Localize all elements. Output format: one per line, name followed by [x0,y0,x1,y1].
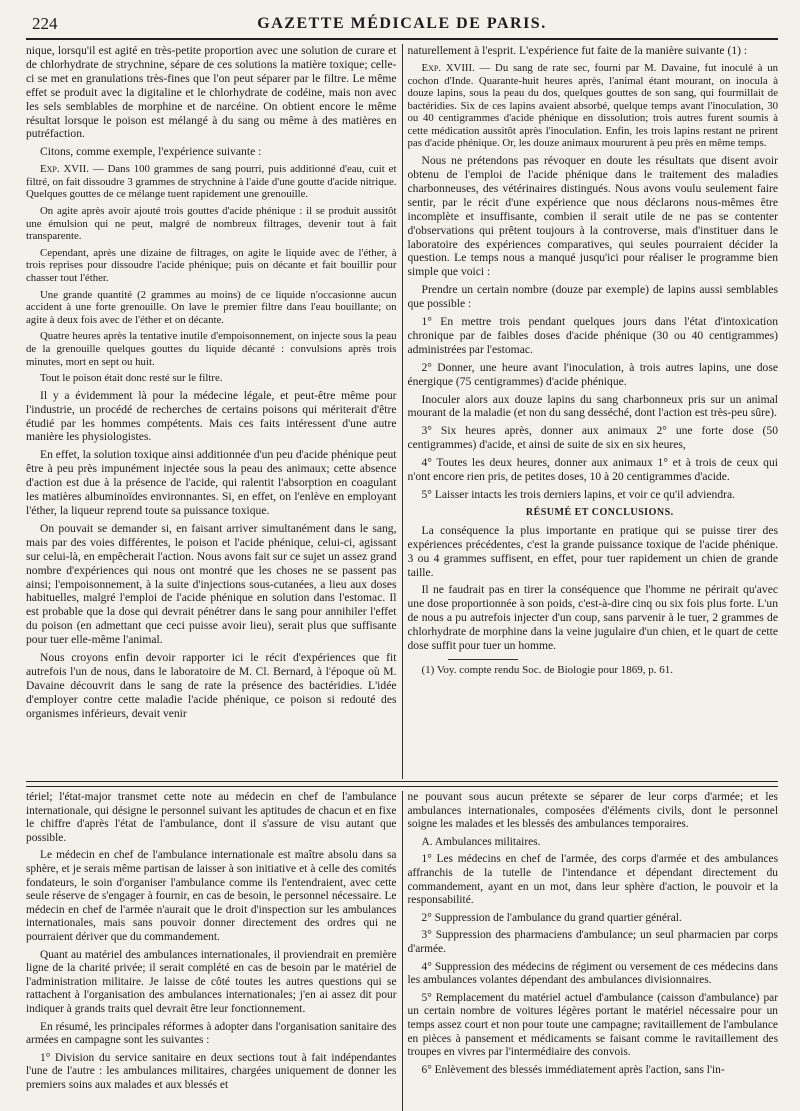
paragraph: 5° Remplacement du matériel actuel d'ambulance (caisson d'ambulance) par un certain nombre de voitures légères portant le matériel nécessaire pour un temps assez court et non pour toute une campagne; ravitaillement de l'ambulance en pièces à pansement et médicaments se faisant comme le ravitaillement des troupes en vivres par l'intermédiaire des convois. [407,991,778,1059]
paragraph: 4° Suppression des médecins de régiment ou versement de ces médecins dans les ambulances volantes dépendant des ambulances divisionnaires. [407,960,778,987]
experiment-text: — Du sang de rate sec, fourni par M. Davaine, fut inoculé à un cochon d'Inde. Quarante-huit heures après, l'animal étant mourant, on inocula à douze lapins, sous la peau du dos, quelques gouttes de son sang, qui fourmillait de bactéridies. Six de ces lapins avaient absorbé, quelque temps avant l'inoculation, 30 ou 40 centigrammes d'acide phénique en dissolution; trois autres furent soumis à cette médication aussitôt après l'inoculation. Enfin, les trois lapins restant ne prirent pas d'acide phénique. Or, les douze animaux moururent à peu près en même temps. [407,61,778,150]
upper-left-column [26,44,402,779]
newspaper-page [26,10,778,1111]
upper-article [26,44,778,779]
paragraph: nique, lorsqu'il est agité en très-petite proportion avec une solution de curare et de chlorhydrate de strychnine, sépare de ces solutions la matière toxique; celle-ci se met en granulations très-fines que l'on peut séparer par le filtre. Le même effet se produit avec la digitaline et le chlorhydrate de codéine, mais non avec les sels semblables de morphine et de narcéine. On obtient encore le même résultat lorsque le poison est mélangé à du sang ou même à des matières en putréfaction. [26,44,397,141]
paragraph: Citons, comme exemple, l'expérience suivante : [40,145,262,159]
paragraph: 2° Donner, une heure avant l'inoculation, à trois autres lapins, une dose énergique (75 centigrammes) d'acide phénique. [407,360,778,388]
paragraph: Quant au matériel des ambulances internationales, il proviendrait en première ligne de la charité privée; il serait complété en cas de besoin par le matériel de l'administration militaire. Je laisse de côté toutes les autres questions qui se rattachent à l'organisation des ambulances internationales; j'en ai assez dit pour indiquer à grands traits quel devrait être leur fonctionnement. [26,948,397,1015]
paragraph: En résumé, les principales réformes à adopter dans l'organisation sanitaire des armées en campagne sont les suivantes : [26,1020,397,1047]
paragraph: On agite après avoir ajouté trois gouttes d'acide phénique : il se produit aussitôt une émulsion qui ne peut, malgré de nombreux filtrages, devenir tout à fait transparente. [26,205,397,243]
journal-title: GAZETTE MÉDICALE DE PARIS. [257,15,547,32]
paragraph: A. Ambulances militaires. [421,835,541,848]
paragraph: 1° Division du service sanitaire en deux sections tout à fait indépendantes l'une de l'autre : les ambulances militaires, chargées uniquement de donner les premiers soins aux malades et aux blessés et [26,1051,397,1091]
paragraph: Prendre un certain nombre (douze par exemple) de lapins aussi semblables que possible : [407,283,778,311]
paragraph: Une grande quantité (2 grammes au moins) de ce liquide n'occasionne aucun accident à une forte grenouille. On lave le premier filtre dans l'eau bouillante; on agite à deux fois avec de l'éther et on décante. [26,288,397,326]
paragraph: La conséquence la plus importante en pratique qui se puisse tirer des expériences précédentes, c'est la grande puissance toxique de l'acide phénique. 3 ou 4 grammes suffisent, en effet, pour tuer rapidement un chien de grande taille. [407,523,778,579]
paragraph: 6° Enlèvement des blessés immédiatement après l'action, sans l'in- [421,1063,725,1076]
experiment-paragraph [408,62,779,150]
lower-article [26,791,778,1111]
paragraph: Le médecin en chef de l'ambulance internationale est maître absolu dans sa sphère, et je serais même partisan de laisser à son initiative et à celle des comités fondateurs, le soin d'organiser l'ambulance comme ils l'entendraient, avec cette seule réserve de s'engager à fournir, en cas de besoin, le personnel nécessaire. Le médecin en chef de l'armée n'aurait que le droit d'inspection sur les ambulances internationales, mais sans pouvoir donner directement des ordres qui ne pourraient dériver que du commandement. [26,849,397,943]
paragraph: Quatre heures après la tentative inutile d'empoisonnement, on injecte sous la peau de la grenouille quelques gouttes du liquide décanté : convulsions après trois minutes, mort en sept ou huit. [26,330,397,368]
lower-right-column [403,791,779,1111]
paragraph: Il ne faudrait pas en tirer la conséquence que l'homme ne périrait qu'avec une dose proportionnée à son poids, c'est-à-dire cinq ou six fois plus forte. L'un de nous a pu autrefois injecter d'un coup, sans parvenir à le tuer, 2 grammes de chlorhydrate de morphine dans la veine jugulaire d'un chien, et le quart de cette dose suffit pour tuer un homme. [407,583,778,653]
paragraph: Il y a évidemment là pour la médecine légale, et peut-être même pour l'industrie, un procédé de recherches de certains poisons qui mériterait d'être étudié par les hommes compétents. Mais ces faits intéressent d'une autre manière les physiologistes. [26,388,397,444]
paragraph: 3° Suppression des pharmaciens d'ambulance; un seul pharmacien par corps d'armée. [407,929,778,955]
paragraph: Inoculer alors aux douze lapins du sang charbonneux pris sur un animal mourant de la maladie (et non du sang desséché, dont l'action est très-peu sûre). [407,392,778,420]
section-heading: RÉSUMÉ ET CONCLUSIONS. [525,506,674,518]
page-number: 224 [32,14,58,33]
paragraph: Tout le poison était donc resté sur le filtre. [40,372,223,385]
paragraph: ne pouvant sous aucun prétexte se séparer de leur corps d'armée; et les ambulances internationales, composées d'éléments civils, dont le personnel soigne les malades et les blessés des ambulances temporaires. [407,791,778,831]
footnote: (1) Voy. compte rendu Soc. de Biologie pour 1869, p. 61. [421,663,674,676]
lower-left-column [26,791,402,1111]
experiment-label: Exp. XVII. [40,163,89,176]
paragraph: En effet, la solution toxique ainsi additionnée d'un peu d'acide phénique peut être à peu près impunément injectée sous la peau des animaux; cette absence d'action est due à la présence de l'acide, qui ralentit l'absorption en coagulant les matières albuminoïdes environnantes. Si, en effet, on l'enlève en employant l'éther, la liqueur reprend toute sa puissance toxique. [26,448,397,517]
paragraph: 3° Six heures après, donner aux animaux 2° une forte dose (50 centigrammes) d'acide, et ainsi de suite de six en six heures, [407,424,778,452]
paragraph: 1° Les médecins en chef de l'armée, des corps d'armée et des ambulances affranchis de la tutelle de l'intendance et dépendant directement du commandement, ayant en un mot, dans leur sphère d'action, le pouvoir et la responsabilité. [407,853,778,907]
experiment-label: Exp. XVIII. [421,61,475,74]
paragraph: Nous croyons enfin devoir rapporter ici le récit d'expériences que fit autrefois l'un de nous, dans le laboratoire de M. Cl. Bernard, à l'époque où M. Davaine découvrit dans le sang de rate la présence des bactéridies. L'idée d'employer contre cette maladie l'acide phénique, ce poison si redouté des organismes inférieurs, devait venir [26,651,397,720]
paragraph: 5° Laisser intacts les trois derniers lapins, et voir ce qu'il adviendra. [421,488,736,501]
experiment-text: — Dans 100 grammes de sang pourri, puis additionné d'eau, cuit et filtré, on fait dissoudre 3 grammes de strychnine à l'aide d'une goutte d'acide nitrique. Quelques gouttes de ce mélange tuent rapidement une grenouille. [26,163,397,201]
upper-right-column [403,44,779,779]
experiment-paragraph [26,163,397,201]
paragraph: tériel; l'état-major transmet cette note au médecin en chef de l'ambulance internationale, qui désigne le personnel suivant les aptitudes de chacun et en fixe le chiffre d'après l'état de l'ambulance, dont il s'assure de visu autant que possible. [26,791,397,844]
page-header [26,10,778,40]
paragraph: On pouvait se demander si, en faisant arriver simultanément dans le sang, mais par des voies différentes, le poison et l'acide phénique, celui-ci, agissant sur celui-là, en empêcherait l'action. Nous avons fait sur ce sujet un assez grand nombre d'expériences qui nous ont montré que les choses ne se passent pas ainsi; l'empoisonnement, à la suite d'injections sous-cutanées, a lieu aux doses habituelles, malgré l'emploi de l'acide phénique en solution dans l'estomac. Il est probable que la dose qui devrait pénétrer dans le sang pour annihiler l'effet du poison (en admettant que ceci puisse avoir lieu), serait plus que suffisante pour tuer elle-même l'animal. [26,521,397,647]
paragraph: 4° Toutes les deux heures, donner aux animaux 1° et à trois de ceux qui n'ont encore rien pris, de petites doses, 10 à 20 centigrammes d'acide. [407,456,778,484]
footnote-rule [448,659,518,660]
paragraph: 1° En mettre trois pendant quelques jours dans l'état d'intoxication chronique par de faibles doses d'acide phénique (30 ou 40 centigrammes) administrées par l'estomac. [407,315,778,356]
paragraph: naturellement à l'esprit. L'expérience fut faite de la manière suivante (1) : [407,44,748,57]
section-separator [26,781,778,787]
paragraph: Cependant, après une dizaine de filtrages, on agite le liquide avec de l'éther, à trois reprises pour dissoudre l'acide phénique; puis on décante et fait bouillir pour chasser tout l'éther. [26,246,397,284]
paragraph: 2° Suppression de l'ambulance du grand quartier général. [421,911,682,924]
paragraph: Nous ne prétendons pas révoquer en doute les résultats que disent avoir obtenu de l'emploi de l'acide phénique dans le traitement des maladies charbonneuses, des vétérinaires distingués. Nous avons voulu seulement faire sentir, par le récit d'une expérience que nous déclarons nous-mêmes être incomplète et insuffisante, combien il serait utile de ne pas se contenter d'observations qui prêtent toujours à la controverse, mais d'instituer dans le laboratoire des expériences comparatives, qui seules pourraient décider la question. Le temps nous a manqué jusqu'ici pour réaliser le programme bien simple que voici : [407,154,778,279]
